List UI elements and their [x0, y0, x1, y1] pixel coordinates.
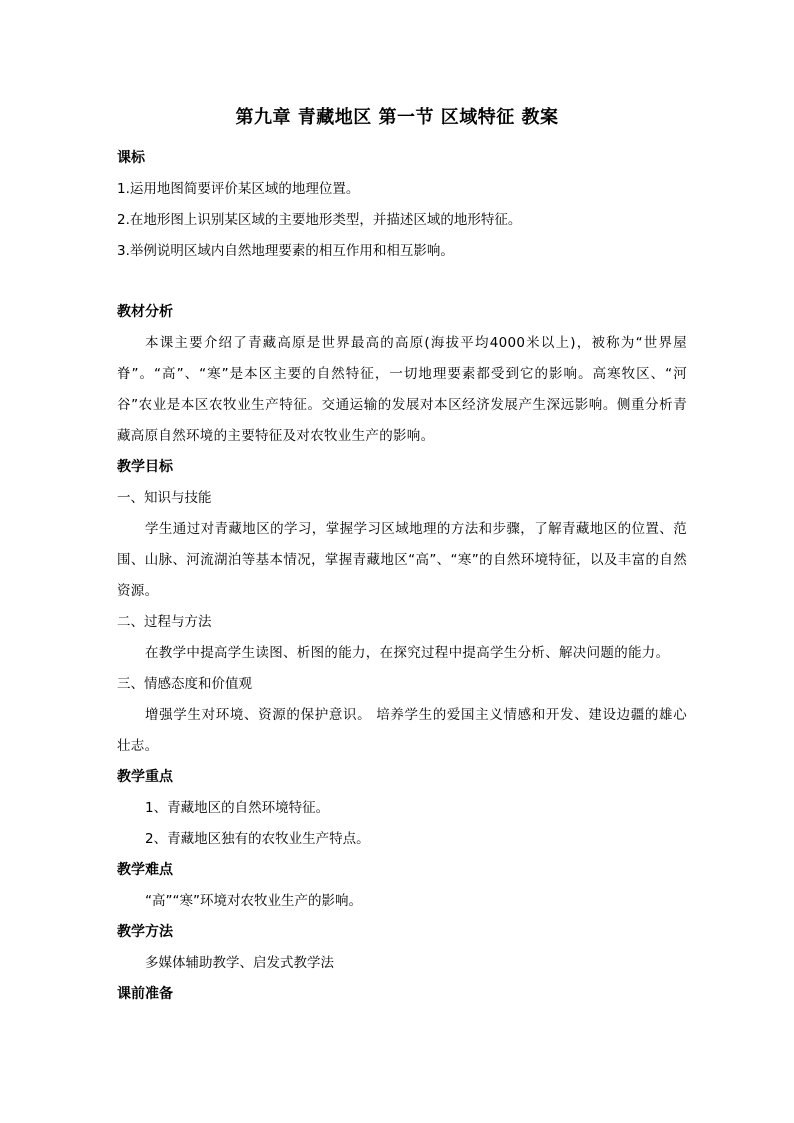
kebiao-item-1: 1.运用地图简要评价某区域的地理位置。 — [117, 181, 360, 197]
analysis-paragraph: 本课主要介绍了青藏高原是世界最高的高原(海拔平均4000米以上)，被称为“世界屋脊”。“高”、“寒”是本区主要的自然特征，一切地理要素都受到它的影响。高寒牧区、“河谷”农业是本区农牧业生产特征。交通运输的发展对本区经济发展产生深远影响。侧重分析青藏高原自然环境的主要特征及对农牧业生产的影响。 — [117, 335, 687, 444]
keypoint-item-1: 1、青藏地区的自然环境特征。 — [145, 800, 330, 816]
goals-attitude-paragraph: 增强学生对环境、资源的保护意识。 培养学生的爱国主义情感和开发、建设边疆的雄心壮志。 — [117, 707, 687, 754]
section-heading-preparation: 课前准备 — [117, 986, 173, 1002]
section-heading-kebiao: 课标 — [117, 150, 145, 166]
goals-process-paragraph: 在教学中提高学生读图、析图的能力，在探究过程中提高学生分析、解决问题的能力。 — [145, 645, 670, 661]
keypoint-item-2: 2、青藏地区独有的农牧业生产特点。 — [145, 831, 370, 847]
document-body — [117, 143, 687, 1010]
section-heading-goals: 教学目标 — [117, 459, 173, 475]
kebiao-item-3: 3.举例说明区域内自然地理要素的相互作用和相互影响。 — [117, 243, 454, 259]
methods-text: 多媒体辅助教学、启发式教学法 — [145, 955, 334, 971]
goals-subheading-process: 二、过程与方法 — [117, 614, 212, 630]
section-heading-analysis: 教材分析 — [117, 304, 173, 320]
difficulties-text: “高”“寒”环境对农牧业生产的影响。 — [145, 893, 362, 909]
blank-line — [117, 267, 687, 297]
goals-subheading-attitude: 三、情感态度和价值观 — [117, 676, 252, 692]
section-heading-keypoints: 教学重点 — [117, 769, 173, 785]
section-heading-difficulties: 教学难点 — [117, 862, 173, 878]
document-title: 第九章 青藏地区 第一节 区域特征 教案 — [235, 107, 559, 128]
goals-subheading-knowledge: 一、知识与技能 — [117, 490, 212, 506]
section-heading-methods: 教学方法 — [117, 924, 173, 940]
goals-knowledge-paragraph: 学生通过对青藏地区的学习，掌握学习区域地理的方法和步骤，了解青藏地区的位置、范围、山脉、河流湖泊等基本情况，掌握青藏地区“高”、“寒”的自然环境特征，以及丰富的自然资源。 — [117, 521, 687, 599]
kebiao-item-2: 2.在地形图上识别某区域的主要地形类型，并描述区域的地形特征。 — [117, 212, 522, 228]
